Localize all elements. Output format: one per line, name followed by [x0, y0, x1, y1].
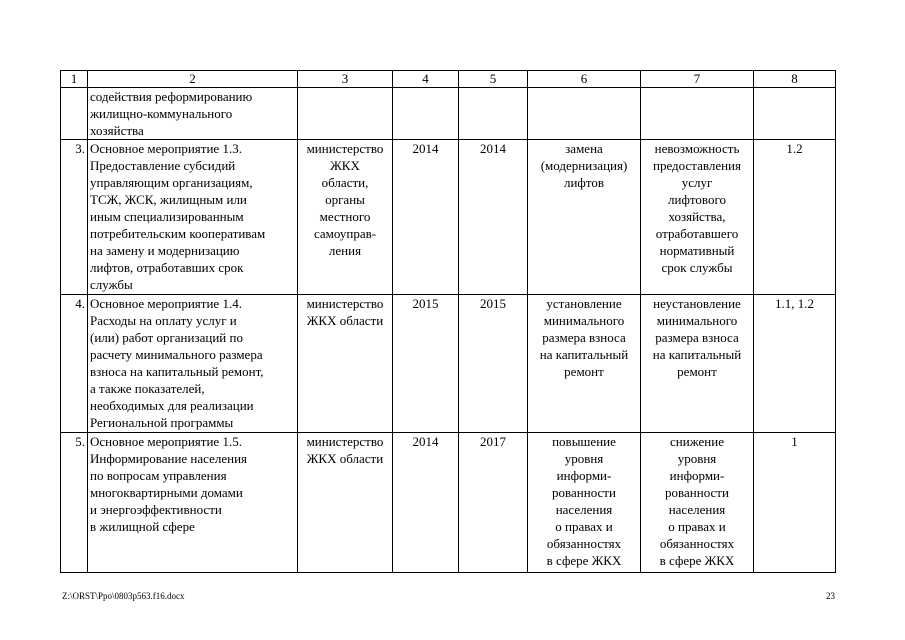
table-row	[61, 140, 836, 295]
column-number: 3	[298, 71, 393, 88]
result-line: рованности	[552, 485, 616, 500]
measure-line: необходимых для реализации	[90, 398, 254, 413]
executor-cell	[298, 140, 393, 295]
result-line: (модернизация)	[540, 158, 628, 173]
result-line: населения	[555, 502, 613, 517]
consequence-line: размера взноса	[655, 330, 739, 345]
row-number	[61, 88, 88, 140]
column-number: 7	[641, 71, 754, 88]
consequence-line: невозможность	[654, 141, 740, 156]
result-cell	[528, 295, 641, 433]
consequence-line: минимального	[656, 313, 738, 328]
executor-line: министерство	[306, 296, 384, 311]
result-line: повышение	[552, 434, 616, 449]
consequence-line: о правах и	[668, 519, 726, 534]
table-row	[61, 295, 836, 433]
measure-line: на замену и модернизацию	[90, 243, 240, 258]
measure-line: Основное мероприятие 1.5.	[90, 434, 242, 449]
consequence-line: уровня	[677, 451, 717, 466]
measure-line: взноса на капитальный ремонт,	[90, 364, 264, 379]
executor-line: самоуправ-	[313, 226, 377, 241]
end-year-cell	[459, 88, 528, 140]
result-line: на капитальный	[539, 347, 629, 362]
result-cell	[528, 433, 641, 573]
column-number: 5	[459, 71, 528, 88]
start-year-cell: 2014	[393, 433, 459, 573]
consequence-line: снижение	[670, 434, 724, 449]
executor-cell	[298, 433, 393, 573]
column-number-row	[61, 71, 836, 88]
consequence-line: на капитальный	[652, 347, 742, 362]
start-year-cell: 2015	[393, 295, 459, 433]
column-number: 4	[393, 71, 459, 88]
measure-cell	[88, 88, 298, 140]
page-number: 23	[826, 591, 835, 601]
indicator-cell: 1.2	[754, 140, 836, 295]
consequence-line: предоставления	[653, 158, 741, 173]
consequence-line: отработавшего	[655, 226, 739, 241]
end-year-cell: 2017	[459, 433, 528, 573]
end-year-cell: 2015	[459, 295, 528, 433]
consequence-cell	[641, 433, 754, 573]
executor-line: области,	[321, 175, 369, 190]
measure-line: лифтов, отработавших срок	[90, 260, 244, 275]
consequence-line: нормативный	[659, 243, 735, 258]
result-line: замена	[565, 141, 603, 156]
measure-cell	[88, 433, 298, 573]
measure-line: службы	[90, 277, 133, 292]
consequence-line: ремонт	[677, 364, 717, 379]
measure-line: ТСЖ, ЖСК, жилищным или	[90, 192, 247, 207]
measure-line: в жилищной сфере	[90, 519, 195, 534]
consequence-line: населения	[668, 502, 726, 517]
measure-cell	[88, 140, 298, 295]
consequence-line: хозяйства,	[668, 209, 726, 224]
result-line: обязанностях	[546, 536, 622, 551]
result-line: информи-	[556, 468, 612, 483]
measure-line: хозяйства	[90, 123, 144, 138]
consequence-line: в сфере ЖКХ	[659, 553, 735, 568]
result-line: размера взноса	[542, 330, 626, 345]
executor-line: органы	[325, 192, 365, 207]
start-year-cell	[393, 88, 459, 140]
executor-line: ления	[328, 243, 362, 258]
measure-line: Основное мероприятие 1.3.	[90, 141, 242, 156]
consequence-cell	[641, 88, 754, 140]
measure-line: и энергоэффективности	[90, 502, 222, 517]
consequence-line: лифтового	[668, 192, 726, 207]
measure-line: Основное мероприятие 1.4.	[90, 296, 242, 311]
row-number: 5.	[61, 433, 88, 573]
measure-cell	[88, 295, 298, 433]
consequence-line: рованности	[665, 485, 729, 500]
measure-line: жилищно-коммунального	[90, 106, 233, 121]
executor-line: ЖКХ области	[306, 451, 384, 466]
indicator-cell: 1	[754, 433, 836, 573]
consequence-line: информи-	[669, 468, 725, 483]
measure-line: Информирование населения	[90, 451, 248, 466]
measure-line: многоквартирными домами	[90, 485, 243, 500]
measure-line: (или) работ организаций по	[90, 330, 243, 345]
measure-line: Региональной программы	[90, 415, 234, 430]
result-cell	[528, 140, 641, 295]
executor-line: министерство	[306, 141, 384, 156]
measure-line: иным специализированным	[90, 209, 244, 224]
executor-cell	[298, 88, 393, 140]
measure-line: потребительским кооперативам	[90, 226, 266, 241]
end-year-cell: 2014	[459, 140, 528, 295]
indicator-cell: 1.1, 1.2	[754, 295, 836, 433]
executor-cell	[298, 295, 393, 433]
consequence-line: срок службы	[661, 260, 733, 275]
file-path-footer: Z:\ORST\Ppo\0803p563.f16.docx	[62, 591, 185, 601]
indicator-cell	[754, 88, 836, 140]
measure-line: расчету минимального размера	[90, 347, 263, 362]
result-line: установление	[546, 296, 622, 311]
measure-line: Расходы на оплату услуг и	[90, 313, 237, 328]
consequence-line: неустановление	[653, 296, 741, 311]
column-number: 1	[61, 71, 88, 88]
consequence-line: обязанностях	[659, 536, 735, 551]
result-cell	[528, 88, 641, 140]
measure-line: управляющим организациям,	[90, 175, 253, 190]
result-line: уровня	[564, 451, 604, 466]
measure-line: содействия реформированию	[90, 89, 253, 104]
result-line: минимального	[543, 313, 625, 328]
column-number: 2	[88, 71, 298, 88]
result-line: о правах и	[555, 519, 613, 534]
start-year-cell: 2014	[393, 140, 459, 295]
measure-line: Предоставление субсидий	[90, 158, 236, 173]
executor-line: ЖКХ	[330, 158, 360, 173]
consequence-line: услуг	[681, 175, 713, 190]
column-number: 8	[754, 71, 836, 88]
row-number: 3.	[61, 140, 88, 295]
row-number: 4.	[61, 295, 88, 433]
measure-line: по вопросам управления	[90, 468, 227, 483]
result-line: ремонт	[564, 364, 604, 379]
column-number: 6	[528, 71, 641, 88]
table-row	[61, 433, 836, 573]
result-line: лифтов	[563, 175, 604, 190]
program-measures-table	[60, 70, 836, 573]
executor-line: местного	[319, 209, 371, 224]
consequence-cell	[641, 140, 754, 295]
table-row	[61, 88, 836, 140]
executor-line: ЖКХ области	[306, 313, 384, 328]
result-line: в сфере ЖКХ	[546, 553, 622, 568]
measure-line: а также показателей,	[90, 381, 205, 396]
consequence-cell	[641, 295, 754, 433]
executor-line: министерство	[306, 434, 384, 449]
